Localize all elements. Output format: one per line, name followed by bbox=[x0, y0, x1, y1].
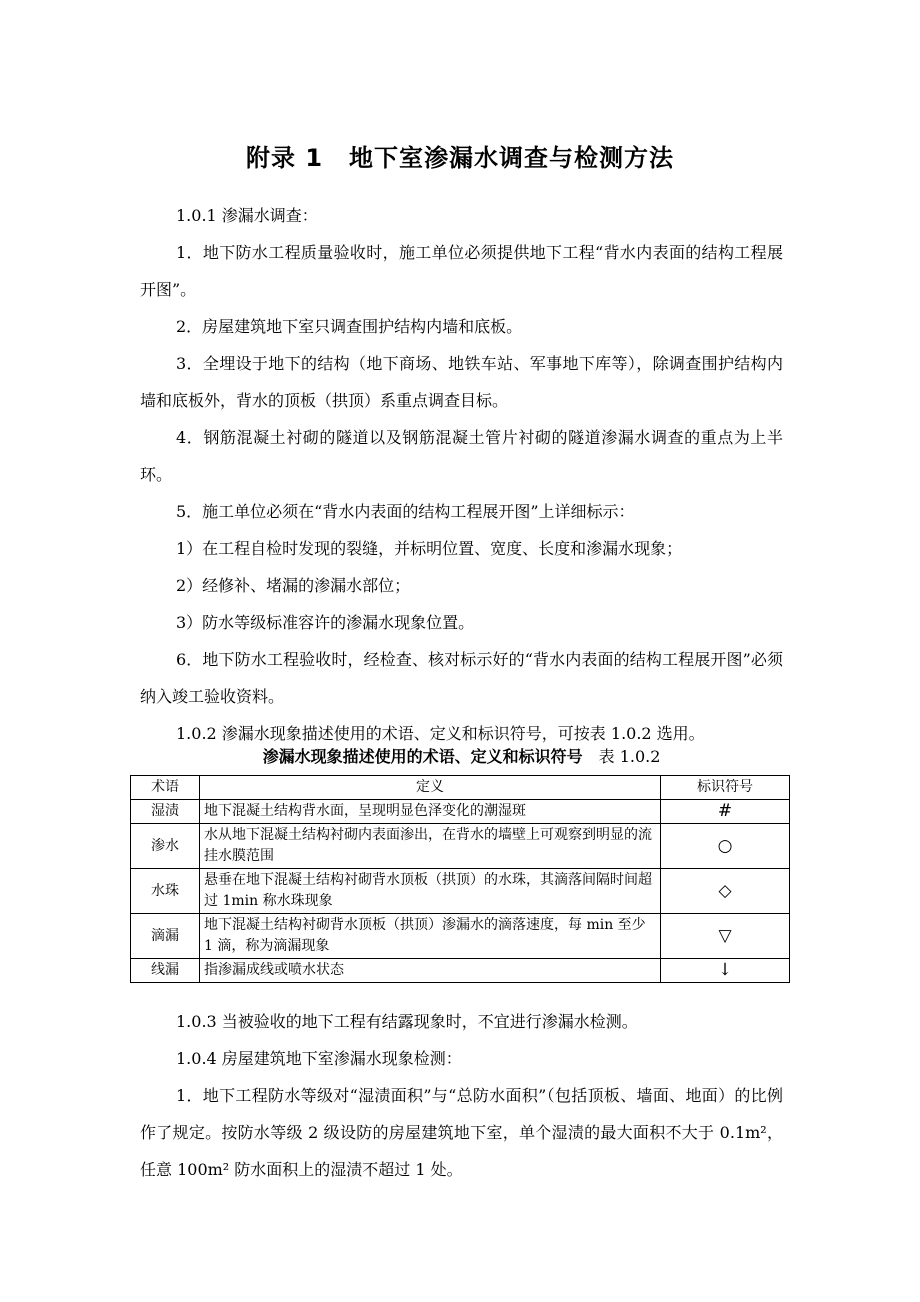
paragraph-item-6: 6．地下防水工程验收时，经检查、核对标示好的“背水内表面的结构工程展开图”必须纳入竣工验收资料。 bbox=[140, 650, 783, 706]
page-title: 附录 1 地下室渗漏水调查与检测方法 bbox=[245, 144, 675, 172]
down-arrow-symbol-icon: ↓ bbox=[661, 959, 790, 983]
circle-symbol-icon: ○ bbox=[661, 824, 790, 869]
table-row bbox=[131, 824, 790, 869]
paragraph-item-2: 2．房屋建筑地下室只调查围护结构内墙和底板。 bbox=[176, 317, 523, 336]
header-term: 术语 bbox=[131, 776, 200, 800]
definition-cell: 悬垂在地下混凝土结构衬砌背水顶板（拱顶）的水珠，其滴落间隔时间超过 1min 称水珠现象 bbox=[200, 869, 661, 914]
table-row bbox=[131, 800, 790, 824]
section-1-0-1-heading: 1.0.1 渗漏水调查： bbox=[176, 206, 318, 225]
term-cell: 线漏 bbox=[131, 959, 200, 983]
table-row bbox=[131, 959, 790, 983]
definition-cell: 地下混凝土结构衬砌背水顶板（拱顶）渗漏水的滴落速度，每 min 至少 1 滴，称为滴漏现象 bbox=[200, 914, 661, 959]
header-symbol: 标识符号 bbox=[661, 776, 790, 800]
table-row bbox=[131, 914, 790, 959]
paragraph-subitem-1: 1）在工程自检时发现的裂缝，并标明位置、宽度、长度和渗漏水现象； bbox=[176, 539, 683, 558]
term-cell: 渗水 bbox=[131, 824, 200, 869]
term-cell: 湿渍 bbox=[131, 800, 200, 824]
section-1-0-4-heading: 1.0.4 房屋建筑地下室渗漏水现象检测： bbox=[176, 1049, 462, 1068]
section-1-0-2-heading: 1.0.2 渗漏水现象描述使用的术语、定义和标识符号，可按表 1.0.2 选用。 bbox=[176, 724, 705, 743]
table-header-row bbox=[131, 776, 790, 800]
section-1-0-3-paragraph: 1.0.3 当被验收的地下工程有结露现象时，不宜进行渗漏水检测。 bbox=[176, 1012, 638, 1031]
paragraph-item-3: 3．全埋设于地下的结构（地下商场、地铁车站、军事地下库等），除调查围护结构内墙和底板外，背水的顶板（拱顶）系重点调查目标。 bbox=[140, 354, 783, 410]
term-cell: 滴漏 bbox=[131, 914, 200, 959]
definition-cell: 水从地下混凝土结构衬砌内表面渗出，在背水的墙壁上可观察到明显的流挂水膜范围 bbox=[200, 824, 661, 869]
table-caption: 渗漏水现象描述使用的术语、定义和标识符号 表 1.0.2 bbox=[262, 747, 661, 766]
diamond-symbol-icon: ◇ bbox=[661, 869, 790, 914]
paragraph-detection-1: 1．地下工程防水等级对“湿渍面积”与“总防水面积”（包括顶板、墙面、地面）的比例作了规定。按防水等级 2 级设防的房屋建筑地下室，单个湿渍的最大面积不大于 0.1m²，任意 100m² 防水面积上的湿渍不超过 1 处。 bbox=[140, 1086, 783, 1179]
table-row bbox=[131, 869, 790, 914]
definition-cell: 指渗漏成线或喷水状态 bbox=[200, 959, 661, 983]
paragraph-subitem-2: 2）经修补、堵漏的渗漏水部位； bbox=[176, 576, 411, 595]
paragraph-item-4: 4．钢筋混凝土衬砌的隧道以及钢筋混凝土管片衬砌的隧道渗漏水调查的重点为上半环。 bbox=[140, 428, 783, 484]
terms-table bbox=[130, 775, 790, 983]
hash-symbol-icon: # bbox=[661, 800, 790, 824]
paragraph-item-1: 1．地下防水工程质量验收时，施工单位必须提供地下工程“背水内表面的结构工程展开图”。 bbox=[140, 243, 783, 299]
definition-cell: 地下混凝土结构背水面，呈现明显色泽变化的潮湿斑 bbox=[200, 800, 661, 824]
term-cell: 水珠 bbox=[131, 869, 200, 914]
paragraph-subitem-3: 3）防水等级标准容许的渗漏水现象位置。 bbox=[176, 613, 475, 632]
triangle-symbol-icon: ▽ bbox=[661, 914, 790, 959]
header-definition: 定义 bbox=[200, 776, 661, 800]
paragraph-item-5: 5．施工单位必须在“背水内表面的结构工程展开图”上详细标示： bbox=[176, 502, 635, 521]
